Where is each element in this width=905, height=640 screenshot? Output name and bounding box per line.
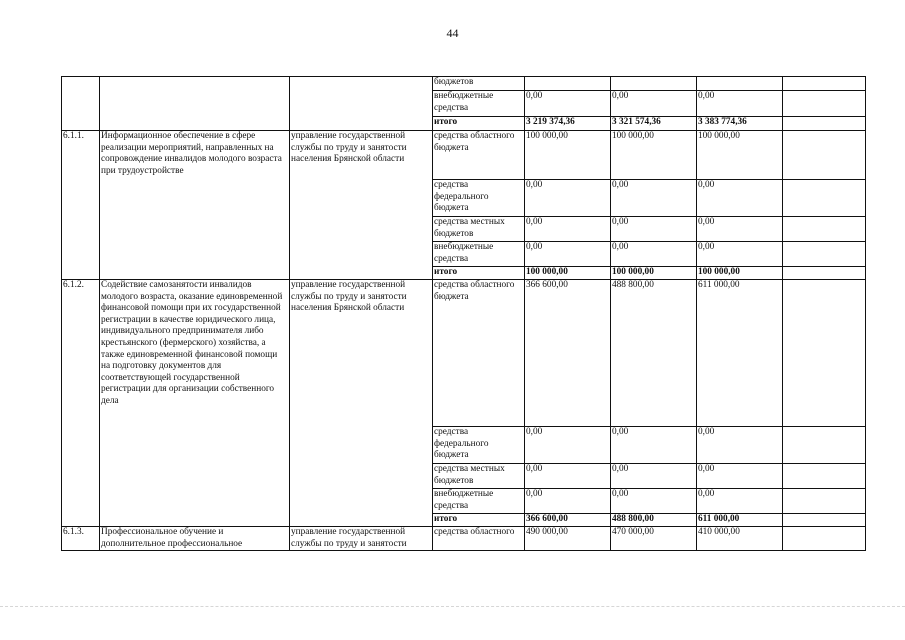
value-cell: 0,00 bbox=[611, 242, 697, 267]
value-cell: 0,00 bbox=[697, 427, 783, 464]
table-row bbox=[62, 131, 866, 180]
total-label: итого bbox=[433, 267, 525, 280]
value-cell: 0,00 bbox=[697, 91, 783, 117]
total-value: 366 600,00 bbox=[525, 514, 611, 527]
source-label: внебюджетные средства bbox=[433, 242, 525, 267]
value-cell: 0,00 bbox=[697, 464, 783, 489]
value-cell: 0,00 bbox=[697, 180, 783, 217]
value-cell: 611 000,00 bbox=[697, 280, 783, 427]
value-cell: 0,00 bbox=[525, 180, 611, 217]
value-cell: 0,00 bbox=[525, 464, 611, 489]
value-cell bbox=[783, 280, 866, 427]
total-value: 100 000,00 bbox=[525, 267, 611, 280]
scan-artifact-line bbox=[0, 606, 905, 607]
item-number: 6.1.3. bbox=[62, 527, 100, 551]
total-value: 100 000,00 bbox=[697, 267, 783, 280]
value-cell bbox=[783, 489, 866, 514]
value-cell: 0,00 bbox=[697, 242, 783, 267]
source-label: средства местных бюджетов bbox=[433, 217, 525, 242]
total-value: 3 383 774,36 bbox=[697, 117, 783, 131]
value-cell bbox=[783, 180, 866, 217]
value-cell bbox=[783, 527, 866, 551]
value-cell bbox=[783, 117, 866, 131]
value-cell: 0,00 bbox=[611, 427, 697, 464]
item-executor: управление государственной службы по труду и занятости населения Брянской области bbox=[290, 131, 433, 280]
value-cell bbox=[525, 77, 611, 91]
value-cell: 100 000,00 bbox=[697, 131, 783, 180]
total-value: 100 000,00 bbox=[611, 267, 697, 280]
cont-exec-cell bbox=[290, 77, 433, 131]
total-value: 3 321 574,36 bbox=[611, 117, 697, 131]
value-cell: 0,00 bbox=[611, 217, 697, 242]
value-cell bbox=[783, 131, 866, 180]
source-label: внебюджетные средства bbox=[433, 91, 525, 117]
source-label: средства областного bbox=[433, 527, 525, 551]
item-name: Профессиональное обучение и дополнительное профессиональное bbox=[100, 527, 290, 551]
value-cell: 470 000,00 bbox=[611, 527, 697, 551]
value-cell: 410 000,00 bbox=[697, 527, 783, 551]
value-cell bbox=[783, 242, 866, 267]
item-executor: управление государственной службы по труду и занятости населения Брянской области bbox=[290, 280, 433, 527]
source-label: средства областного бюджета bbox=[433, 131, 525, 180]
total-label: итого bbox=[433, 117, 525, 131]
total-label: итого bbox=[433, 514, 525, 527]
value-cell: 0,00 bbox=[697, 217, 783, 242]
value-cell: 100 000,00 bbox=[525, 131, 611, 180]
cont-name-cell bbox=[100, 77, 290, 131]
item-executor: управление государственной службы по труду и занятости bbox=[290, 527, 433, 551]
table-row bbox=[62, 77, 866, 91]
source-label: средства областного бюджета bbox=[433, 280, 525, 427]
table-row bbox=[62, 527, 866, 551]
value-cell: 0,00 bbox=[525, 427, 611, 464]
item-number: 6.1.2. bbox=[62, 280, 100, 527]
value-cell: 0,00 bbox=[611, 180, 697, 217]
source-label: средства федерального бюджета bbox=[433, 427, 525, 464]
item-number: 6.1.1. bbox=[62, 131, 100, 280]
value-cell bbox=[611, 77, 697, 91]
item-name: Информационное обеспечение в сфере реализации мероприятий, направленных на сопровождение инвалидов молодого возраста при трудоустройстве bbox=[100, 131, 290, 280]
value-cell: 0,00 bbox=[611, 464, 697, 489]
value-cell: 0,00 bbox=[525, 242, 611, 267]
total-value: 488 800,00 bbox=[611, 514, 697, 527]
value-cell bbox=[783, 267, 866, 280]
value-cell: 0,00 bbox=[525, 217, 611, 242]
value-cell: 0,00 bbox=[525, 91, 611, 117]
value-cell: 0,00 bbox=[697, 489, 783, 514]
value-cell bbox=[783, 217, 866, 242]
item-name: Содействие самозанятости инвалидов молодого возраста, оказание единовременной финансовой помощи при их государственной регистрации в качестве юридического лица, индивидуального предпринимателя либо крестьянского (фермерского) хозяйства, а также единовременной финансовой помощи на подготовку документов для соответствующей государственной регистрации для организации собственного дела bbox=[100, 280, 290, 527]
source-label: бюджетов bbox=[433, 77, 525, 91]
value-cell: 0,00 bbox=[611, 489, 697, 514]
page-number: 44 bbox=[446, 26, 459, 40]
value-cell bbox=[783, 77, 866, 91]
table-row bbox=[62, 280, 866, 427]
source-label: средства федерального бюджета bbox=[433, 180, 525, 217]
total-value: 611 000,00 bbox=[697, 514, 783, 527]
value-cell bbox=[783, 464, 866, 489]
value-cell: 0,00 bbox=[611, 91, 697, 117]
value-cell bbox=[783, 91, 866, 117]
source-label: средства местных бюджетов bbox=[433, 464, 525, 489]
total-value: 3 219 374,36 bbox=[525, 117, 611, 131]
cont-num-cell bbox=[62, 77, 100, 131]
budget-table bbox=[61, 76, 866, 551]
value-cell bbox=[783, 427, 866, 464]
value-cell: 490 000,00 bbox=[525, 527, 611, 551]
value-cell: 100 000,00 bbox=[611, 131, 697, 180]
value-cell: 0,00 bbox=[525, 489, 611, 514]
value-cell: 488 800,00 bbox=[611, 280, 697, 427]
value-cell: 366 600,00 bbox=[525, 280, 611, 427]
value-cell bbox=[783, 514, 866, 527]
source-label: внебюджетные средства bbox=[433, 489, 525, 514]
value-cell bbox=[697, 77, 783, 91]
